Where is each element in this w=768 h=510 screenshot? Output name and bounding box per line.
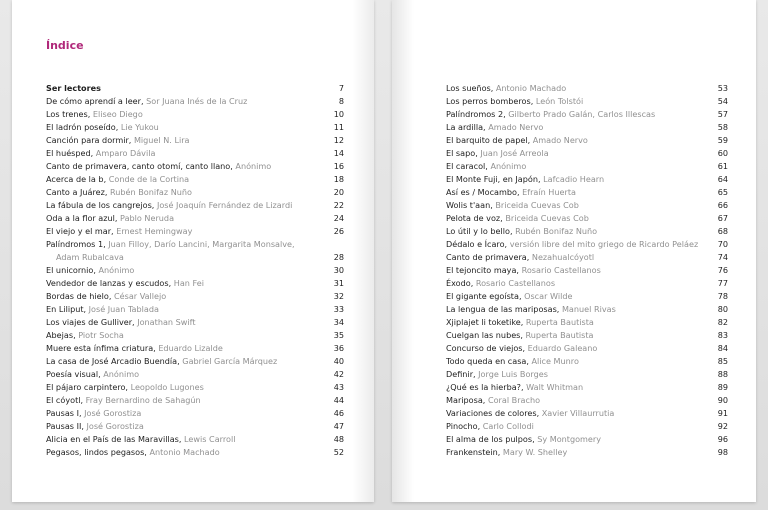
toc-entry bbox=[46, 329, 344, 342]
entry-author: Juan Filloy, Darío Lancini, Margarita Monsalve, bbox=[108, 239, 295, 249]
entry-page-number: 98 bbox=[717, 447, 728, 457]
entry-page-number: 78 bbox=[717, 291, 728, 301]
entry-page-number: 90 bbox=[717, 395, 728, 405]
entry-author: Anónimo bbox=[235, 161, 272, 171]
entry-title: Canto a Juárez, bbox=[46, 187, 110, 197]
entry-page-number: 92 bbox=[717, 421, 728, 431]
entry-author: Gabriel García Márquez bbox=[182, 356, 278, 366]
entry-author: Xavier Villaurrutia bbox=[541, 408, 615, 418]
entry-page-number: 46 bbox=[333, 408, 344, 418]
entry-author: Mary W. Shelley bbox=[502, 447, 568, 457]
entry-title: El gigante egoísta, bbox=[446, 291, 525, 301]
entry-author: Jonathan Swift bbox=[137, 317, 196, 327]
entry-page-number: 35 bbox=[333, 330, 344, 340]
toc-entry bbox=[446, 95, 728, 108]
toc-entry bbox=[446, 381, 728, 394]
entry-title: Abejas, bbox=[46, 330, 79, 340]
entry-title: Poesía visual, bbox=[46, 369, 104, 379]
entry-page-number: 84 bbox=[717, 343, 728, 353]
entry-author: Eduardo Lizalde bbox=[158, 343, 223, 353]
entry-author: José Gorostiza bbox=[86, 421, 144, 431]
entry-author: Ernest Hemingway bbox=[116, 226, 193, 236]
entry-title: El tejoncito maya, bbox=[446, 265, 522, 275]
entry-page-number: 77 bbox=[717, 278, 728, 288]
entry-author: Adam Rubalcava bbox=[56, 252, 124, 262]
entry-page-number: 58 bbox=[717, 122, 728, 132]
toc-entry bbox=[46, 121, 344, 134]
entry-page-number: 28 bbox=[333, 252, 344, 262]
entry-author: Lewis Carroll bbox=[184, 434, 236, 444]
entry-page-number: 68 bbox=[717, 226, 728, 236]
entry-author: Eduardo Galeano bbox=[527, 343, 598, 353]
entry-author: Conde de la Cortina bbox=[108, 174, 190, 184]
entry-page-number: 76 bbox=[717, 265, 728, 275]
toc-entry bbox=[46, 212, 344, 225]
page-gutter-shadow bbox=[352, 0, 374, 502]
entry-title: Canción para dormir, bbox=[46, 135, 134, 145]
toc-entry bbox=[446, 82, 728, 95]
entry-author: Rosario Castellanos bbox=[521, 265, 601, 275]
entry-page-number: 8 bbox=[338, 96, 344, 106]
entry-page-number: 42 bbox=[333, 369, 344, 379]
toc-entry bbox=[46, 407, 344, 420]
entry-author: Piotr Socha bbox=[78, 330, 124, 340]
toc-entry bbox=[446, 147, 728, 160]
toc-entry bbox=[446, 251, 728, 264]
entry-page-number: 47 bbox=[333, 421, 344, 431]
right-page bbox=[392, 0, 756, 502]
toc-entry bbox=[46, 238, 344, 251]
entry-title: ¿Qué es la hierba?, bbox=[446, 382, 527, 392]
toc-entry bbox=[446, 303, 728, 316]
toc-entry bbox=[446, 264, 728, 277]
toc-entry bbox=[46, 316, 344, 329]
entry-author: Efraín Huerta bbox=[522, 187, 576, 197]
entry-title: Acerca de la b, bbox=[46, 174, 109, 184]
entry-title: Pausas II, bbox=[46, 421, 87, 431]
entry-author: Ruperta Bautista bbox=[525, 317, 594, 327]
toc-entry bbox=[46, 342, 344, 355]
toc-entry bbox=[46, 433, 344, 446]
entry-page-number: 11 bbox=[333, 122, 344, 132]
toc-entry bbox=[446, 173, 728, 186]
entry-title: La lengua de las mariposas, bbox=[446, 304, 562, 314]
entry-author: Eliseo Diego bbox=[92, 109, 143, 119]
entry-page-number: 53 bbox=[717, 83, 728, 93]
entry-title: El caracol, bbox=[446, 161, 491, 171]
entry-author: Amado Nervo bbox=[488, 122, 544, 132]
entry-page-number: 59 bbox=[717, 135, 728, 145]
entry-title: Pelota de voz, bbox=[446, 213, 506, 223]
entry-page-number: 7 bbox=[338, 83, 344, 93]
entry-author: Gilberto Prado Galán, Carlos Illescas bbox=[508, 109, 656, 119]
toc-entry bbox=[46, 134, 344, 147]
toc-entry bbox=[46, 82, 344, 95]
entry-author: Oscar Wilde bbox=[524, 291, 573, 301]
entry-page-number: 24 bbox=[333, 213, 344, 223]
entry-page-number: 89 bbox=[717, 382, 728, 392]
entry-author: Sor Juana Inés de la Cruz bbox=[146, 96, 248, 106]
entry-author: versión libre del mito griego de Ricardo Peláez bbox=[509, 239, 699, 249]
entry-page-number: 22 bbox=[333, 200, 344, 210]
entry-title: La ardilla, bbox=[446, 122, 489, 132]
entry-title: El Monte Fuji, en Japón, bbox=[446, 174, 544, 184]
entry-title: Dédalo e Ícaro, bbox=[446, 239, 510, 249]
entry-author: Lafcadio Hearn bbox=[543, 174, 605, 184]
entry-title: Éxodo, bbox=[446, 278, 476, 288]
entry-title: Mariposa, bbox=[446, 395, 488, 405]
entry-author: Amado Nervo bbox=[532, 135, 588, 145]
entry-title: Lo útil y lo bello, bbox=[446, 226, 516, 236]
entry-title: Wolis t'aan, bbox=[446, 200, 496, 210]
entry-author: Juan José Arreola bbox=[480, 148, 549, 158]
entry-page-number: 91 bbox=[717, 408, 728, 418]
entry-page-number: 26 bbox=[333, 226, 344, 236]
entry-author: Anónimo bbox=[103, 369, 140, 379]
toc-entry bbox=[446, 446, 728, 459]
toc-entry bbox=[446, 238, 728, 251]
toc-entry bbox=[446, 212, 728, 225]
entry-page-number: 14 bbox=[333, 148, 344, 158]
toc-entry bbox=[446, 277, 728, 290]
toc-entry bbox=[46, 264, 344, 277]
toc-entry bbox=[446, 394, 728, 407]
entry-page-number: 40 bbox=[333, 356, 344, 366]
entry-title: Todo queda en casa, bbox=[446, 356, 532, 366]
toc-entry bbox=[446, 225, 728, 238]
toc-entry bbox=[446, 342, 728, 355]
entry-title: Variaciones de colores, bbox=[446, 408, 542, 418]
toc-entry bbox=[46, 381, 344, 394]
toc-entry bbox=[446, 160, 728, 173]
entry-page-number: 61 bbox=[717, 161, 728, 171]
toc-entry bbox=[446, 290, 728, 303]
entry-author: Manuel Rivas bbox=[561, 304, 616, 314]
entry-author: Rubén Bonifaz Nuño bbox=[515, 226, 598, 236]
entry-page-number: 44 bbox=[333, 395, 344, 405]
toc-entry bbox=[46, 160, 344, 173]
entry-author: Rubén Bonifaz Nuño bbox=[109, 187, 192, 197]
entry-title: Bordas de hielo, bbox=[46, 291, 114, 301]
toc-entry bbox=[446, 199, 728, 212]
entry-page-number: 18 bbox=[333, 174, 344, 184]
toc-entry bbox=[46, 290, 344, 303]
entry-title: El sapo, bbox=[446, 148, 481, 158]
toc-entry bbox=[446, 433, 728, 446]
entry-title: Pausas I, bbox=[46, 408, 85, 418]
toc-entry bbox=[46, 303, 344, 316]
entry-page-number: 66 bbox=[717, 200, 728, 210]
entry-page-number: 65 bbox=[717, 187, 728, 197]
entry-title: Frankenstein, bbox=[446, 447, 503, 457]
entry-title: La casa de José Arcadio Buendía, bbox=[46, 356, 183, 366]
entry-title: El pájaro carpintero, bbox=[46, 382, 131, 392]
toc-entry bbox=[46, 251, 344, 264]
toc-entry bbox=[446, 186, 728, 199]
entry-author: Walt Whitman bbox=[526, 382, 584, 392]
entry-title: Xjiplajet li toketike, bbox=[446, 317, 526, 327]
toc-entry bbox=[446, 316, 728, 329]
entry-author: Coral Bracho bbox=[487, 395, 541, 405]
entry-author: José Joaquín Fernández de Lizardi bbox=[156, 200, 293, 210]
toc-list-right bbox=[446, 82, 728, 459]
entry-title: Oda a la flor azul, bbox=[46, 213, 121, 223]
entry-page-number: 85 bbox=[717, 356, 728, 366]
entry-page-number: 83 bbox=[717, 330, 728, 340]
entry-title: El unicornio, bbox=[46, 265, 99, 275]
entry-page-number: 10 bbox=[333, 109, 344, 119]
entry-author: León Tolstói bbox=[535, 96, 584, 106]
entry-page-number: 20 bbox=[333, 187, 344, 197]
entry-page-number: 67 bbox=[717, 213, 728, 223]
entry-author: Pablo Neruda bbox=[120, 213, 175, 223]
entry-author: Sy Montgomery bbox=[537, 434, 602, 444]
entry-title: Canto de primavera, canto otomí, canto llano, bbox=[46, 161, 236, 171]
entry-page-number: 54 bbox=[717, 96, 728, 106]
entry-page-number: 82 bbox=[717, 317, 728, 327]
toc-entry bbox=[46, 95, 344, 108]
toc-entry bbox=[46, 355, 344, 368]
entry-author: José Juan Tablada bbox=[88, 304, 159, 314]
entry-page-number: 70 bbox=[717, 239, 728, 249]
toc-entry bbox=[46, 199, 344, 212]
entry-title: Muere esta ínfima criatura, bbox=[46, 343, 159, 353]
toc-entry bbox=[46, 368, 344, 381]
entry-title: En Liliput, bbox=[46, 304, 89, 314]
entry-title: Concurso de viejos, bbox=[446, 343, 528, 353]
entry-title: Definir, bbox=[446, 369, 479, 379]
entry-page-number: 16 bbox=[333, 161, 344, 171]
entry-title: Pinocho, bbox=[446, 421, 483, 431]
entry-page-number: 36 bbox=[333, 343, 344, 353]
entry-title: El alma de los pulpos, bbox=[446, 434, 538, 444]
entry-author: Amparo Dávila bbox=[95, 148, 156, 158]
entry-page-number: 74 bbox=[717, 252, 728, 262]
entry-author: Nezahualcóyotl bbox=[531, 252, 595, 262]
entry-author: Anónimo bbox=[490, 161, 527, 171]
entry-page-number: 33 bbox=[333, 304, 344, 314]
entry-title: Los perros bomberos, bbox=[446, 96, 536, 106]
toc-entry bbox=[446, 134, 728, 147]
entry-page-number: 80 bbox=[717, 304, 728, 314]
entry-title: Ser lectores bbox=[46, 83, 101, 93]
entry-author: Alice Munro bbox=[531, 356, 579, 366]
entry-page-number: 88 bbox=[717, 369, 728, 379]
entry-title: Los viajes de Gulliver, bbox=[46, 317, 138, 327]
entry-title: Vendedor de lanzas y escudos, bbox=[46, 278, 174, 288]
entry-title: Los sueños, bbox=[446, 83, 496, 93]
entry-page-number: 43 bbox=[333, 382, 344, 392]
toc-entry bbox=[46, 277, 344, 290]
toc-entry bbox=[446, 407, 728, 420]
entry-page-number: 30 bbox=[333, 265, 344, 275]
entry-page-number: 31 bbox=[333, 278, 344, 288]
entry-title: El viejo y el mar, bbox=[46, 226, 117, 236]
entry-page-number: 57 bbox=[717, 109, 728, 119]
entry-title: Alicia en el País de las Maravillas, bbox=[46, 434, 185, 444]
entry-title: La fábula de los cangrejos, bbox=[46, 200, 157, 210]
entry-author: Briceida Cuevas Cob bbox=[505, 213, 589, 223]
entry-title: Cuelgan las nubes, bbox=[446, 330, 526, 340]
entry-title: Pegasos, lindos pegasos, bbox=[46, 447, 150, 457]
entry-author: Anónimo bbox=[98, 265, 135, 275]
entry-title: Canto de primavera, bbox=[446, 252, 532, 262]
toc-list-left bbox=[46, 82, 344, 459]
entry-author: Antonio Machado bbox=[495, 83, 567, 93]
toc-entry bbox=[46, 173, 344, 186]
entry-title: El cóyotl, bbox=[46, 395, 86, 405]
entry-page-number: 34 bbox=[333, 317, 344, 327]
left-page bbox=[12, 0, 374, 502]
entry-author: Rosario Castellanos bbox=[475, 278, 556, 288]
entry-page-number: 64 bbox=[717, 174, 728, 184]
entry-page-number: 52 bbox=[333, 447, 344, 457]
entry-title: El ladrón poseído, bbox=[46, 122, 121, 132]
entry-title: Palíndromos 2, bbox=[446, 109, 509, 119]
toc-entry bbox=[46, 225, 344, 238]
entry-author: Han Fei bbox=[173, 278, 204, 288]
entry-author: Leopoldo Lugones bbox=[130, 382, 204, 392]
toc-entry bbox=[46, 147, 344, 160]
entry-page-number: 60 bbox=[717, 148, 728, 158]
entry-author: César Vallejo bbox=[113, 291, 167, 301]
entry-author: Briceida Cuevas Cob bbox=[495, 200, 579, 210]
entry-author: Carlo Collodi bbox=[482, 421, 534, 431]
toc-entry bbox=[446, 121, 728, 134]
entry-author: Miguel N. Lira bbox=[133, 135, 190, 145]
toc-entry bbox=[446, 108, 728, 121]
entry-page-number: 96 bbox=[717, 434, 728, 444]
toc-entry bbox=[446, 368, 728, 381]
entry-author: José Gorostiza bbox=[84, 408, 142, 418]
toc-entry bbox=[46, 394, 344, 407]
entry-author: Ruperta Bautista bbox=[525, 330, 594, 340]
entry-title: El barquito de papel, bbox=[446, 135, 533, 145]
page-gutter-shadow bbox=[392, 0, 414, 502]
entry-title: El huésped, bbox=[46, 148, 96, 158]
toc-entry bbox=[446, 355, 728, 368]
entry-author: Jorge Luis Borges bbox=[478, 369, 548, 379]
entry-title: Así es / Mocambo, bbox=[446, 187, 523, 197]
entry-title: Los trenes, bbox=[46, 109, 93, 119]
entry-author: Lie Yukou bbox=[120, 122, 159, 132]
toc-entry bbox=[46, 108, 344, 121]
entry-title: Palíndromos 1, bbox=[46, 239, 109, 249]
entry-page-number: 32 bbox=[333, 291, 344, 301]
toc-entry bbox=[46, 446, 344, 459]
entry-title: De cómo aprendí a leer, bbox=[46, 96, 147, 106]
entry-page-number: 12 bbox=[333, 135, 344, 145]
entry-page-number: 48 bbox=[333, 434, 344, 444]
entry-author: Antonio Machado bbox=[149, 447, 220, 457]
toc-entry bbox=[46, 186, 344, 199]
toc-entry bbox=[46, 420, 344, 433]
toc-entry bbox=[446, 329, 728, 342]
index-title: Índice bbox=[46, 39, 84, 52]
entry-author: Fray Bernardino de Sahagún bbox=[85, 395, 201, 405]
toc-entry bbox=[446, 420, 728, 433]
